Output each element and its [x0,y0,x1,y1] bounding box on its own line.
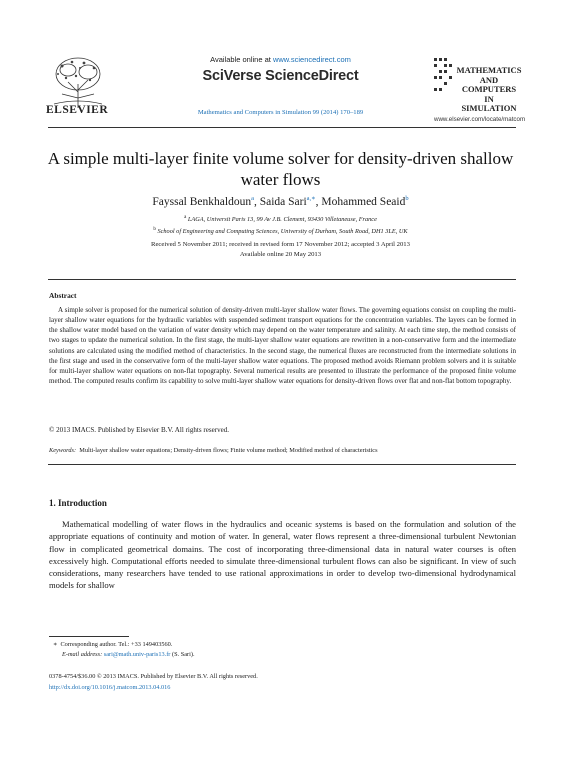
abstract-text: A simple solver is proposed for the numerical solution of density-driven multi-layer shallow water flows. The governing equations consist on coupling the multi-layer shallow water equations for the hydraulic variables with suspended sediment transport equations for the concentration variables. The layers can be formed in the shallow water model based on the variation of water density which may depend on the water temperature and salinity. At each time step, the method consists of two stages to update the numerical solution. In the first stage, the multi-layer shallow water equations are rewritten in a non-conservative form and the intermediate solutions are calculated using the modified method of characteristics. In the second stage, the numerical fluxes are reconstructed from the intermediate solutions in the first stage and used in the conservative form of the multi-layer shallow water equations. The proposed method avoids Riemann problem solvers and it is suitable for multi-layer shallow water equations on non-flat topography. Several numerical results are presented to illustrate the performance of the proposed finite volume method. The computed results confirm its capability to solve multi-layer shallow water equations for density-driven flows over flat and non-flat bottom topography. [49,306,516,386]
journal-logo-line: COMPUTERS [461,84,517,94]
abstract-bottom-divider [48,464,516,465]
doi-link[interactable]: http://dx.doi.org/10.1016/j.matcom.2013.04.016 [49,684,171,691]
keywords-list: Multi-layer shallow water equations; Density-driven flows; Finite volume method; Modified method of characteristics [79,447,378,454]
email-label: E-mail address: [62,651,103,658]
journal-reference[interactable]: Mathematics and Computers in Simulation 99 (2014) 170–189 [197,109,364,116]
journal-url[interactable]: www.elsevier.com/locate/matcom [434,116,526,123]
affiliation [0,215,561,223]
journal-emblem-icon [432,54,456,98]
footnote-divider [49,636,129,637]
author-separator: , [315,195,322,208]
issn-line: 0378-4754/$36.00 © 2013 IMACS. Published by Elsevier B.V. All rights reserved. [49,673,258,680]
author-affiliation-marker[interactable]: a,∗ [306,195,316,202]
intro-paragraph: Mathematical modelling of water flows in the hydraulics and oceanic systems is based on the formulation and solution of the appropriate equations of continuity and motion of water. In general, water flows represent a three-dimensional turbulent Newtonian flow in complicated geometrical domains. The cost of incorporating three-dimensional data in natural water courses is often excessively high. Computational efforts needed to simulate three-dimensional turbulent flows can also be significant. In view of such considerations, many researchers have tended to use rational approximations in order to develop two-dimensional hydrodynamical models for shallow [49,519,516,591]
footnote-corresponding [53,641,172,648]
publisher-name: ELSEVIER [46,104,109,116]
author-name: Saida Sari [259,195,307,208]
platform-name: SciVerse ScienceDirect [202,68,359,84]
affiliation-text: LAGA, Universit Paris 13, 99 Av J.B. Clement, 93430 Villetaneuse, France [187,216,377,224]
available-online [0,55,561,64]
footnote-email [62,651,195,658]
abstract-copyright: © 2013 IMACS. Published by Elsevier B.V. All rights reserved. [49,426,230,434]
author-name: Mohammed Seaid [321,195,406,208]
affiliation-text: School of Engineering and Computing Sciences, University of Durham, South Road, DH1 3LE, UK [157,228,408,236]
journal-logo-line: AND [479,74,499,85]
abstract-top-divider [48,279,516,280]
affiliation-marker: b [153,227,156,232]
author-list [0,194,561,208]
article-title: A simple multi-layer finite volume solver for density-driven shallow water flows [47,149,514,189]
journal-logo-line: MATHEMATICS [456,65,522,75]
sciencedirect-link[interactable]: www.sciencedirect.com [272,55,351,64]
section-body [49,518,516,592]
affiliation [0,227,561,235]
journal-logo-line: IN SIMULATION [461,93,517,113]
author-affiliation-marker[interactable]: b [405,195,409,202]
email-suffix: (S. Sari). [170,651,195,658]
online-date: Available online 20 May 2013 [239,251,322,258]
available-prefix: Available online at [210,55,273,64]
header-divider [48,127,516,128]
journal-logo-title [456,66,522,114]
section-heading: 1. Introduction [49,498,107,508]
received-dates: Received 5 November 2011; received in revised form 17 November 2012; accepted 3 April 2013 [151,241,410,248]
email-link[interactable]: sari@math.univ-paris13.fr [103,651,171,658]
keywords-label: Keywords: [49,447,77,454]
affiliation-marker: a [184,215,187,220]
abstract-body [49,305,516,386]
corresponding-author: Corresponding author. Tel.: +33 149403560. [60,641,173,648]
footnote-marker: ∗ [53,641,58,648]
author-affiliation-marker[interactable]: a [251,195,254,202]
author-name: Fayssal Benkhaldoun [152,195,252,208]
author-separator: , [253,195,260,208]
keywords [49,447,516,454]
abstract-heading: Abstract [49,291,77,300]
